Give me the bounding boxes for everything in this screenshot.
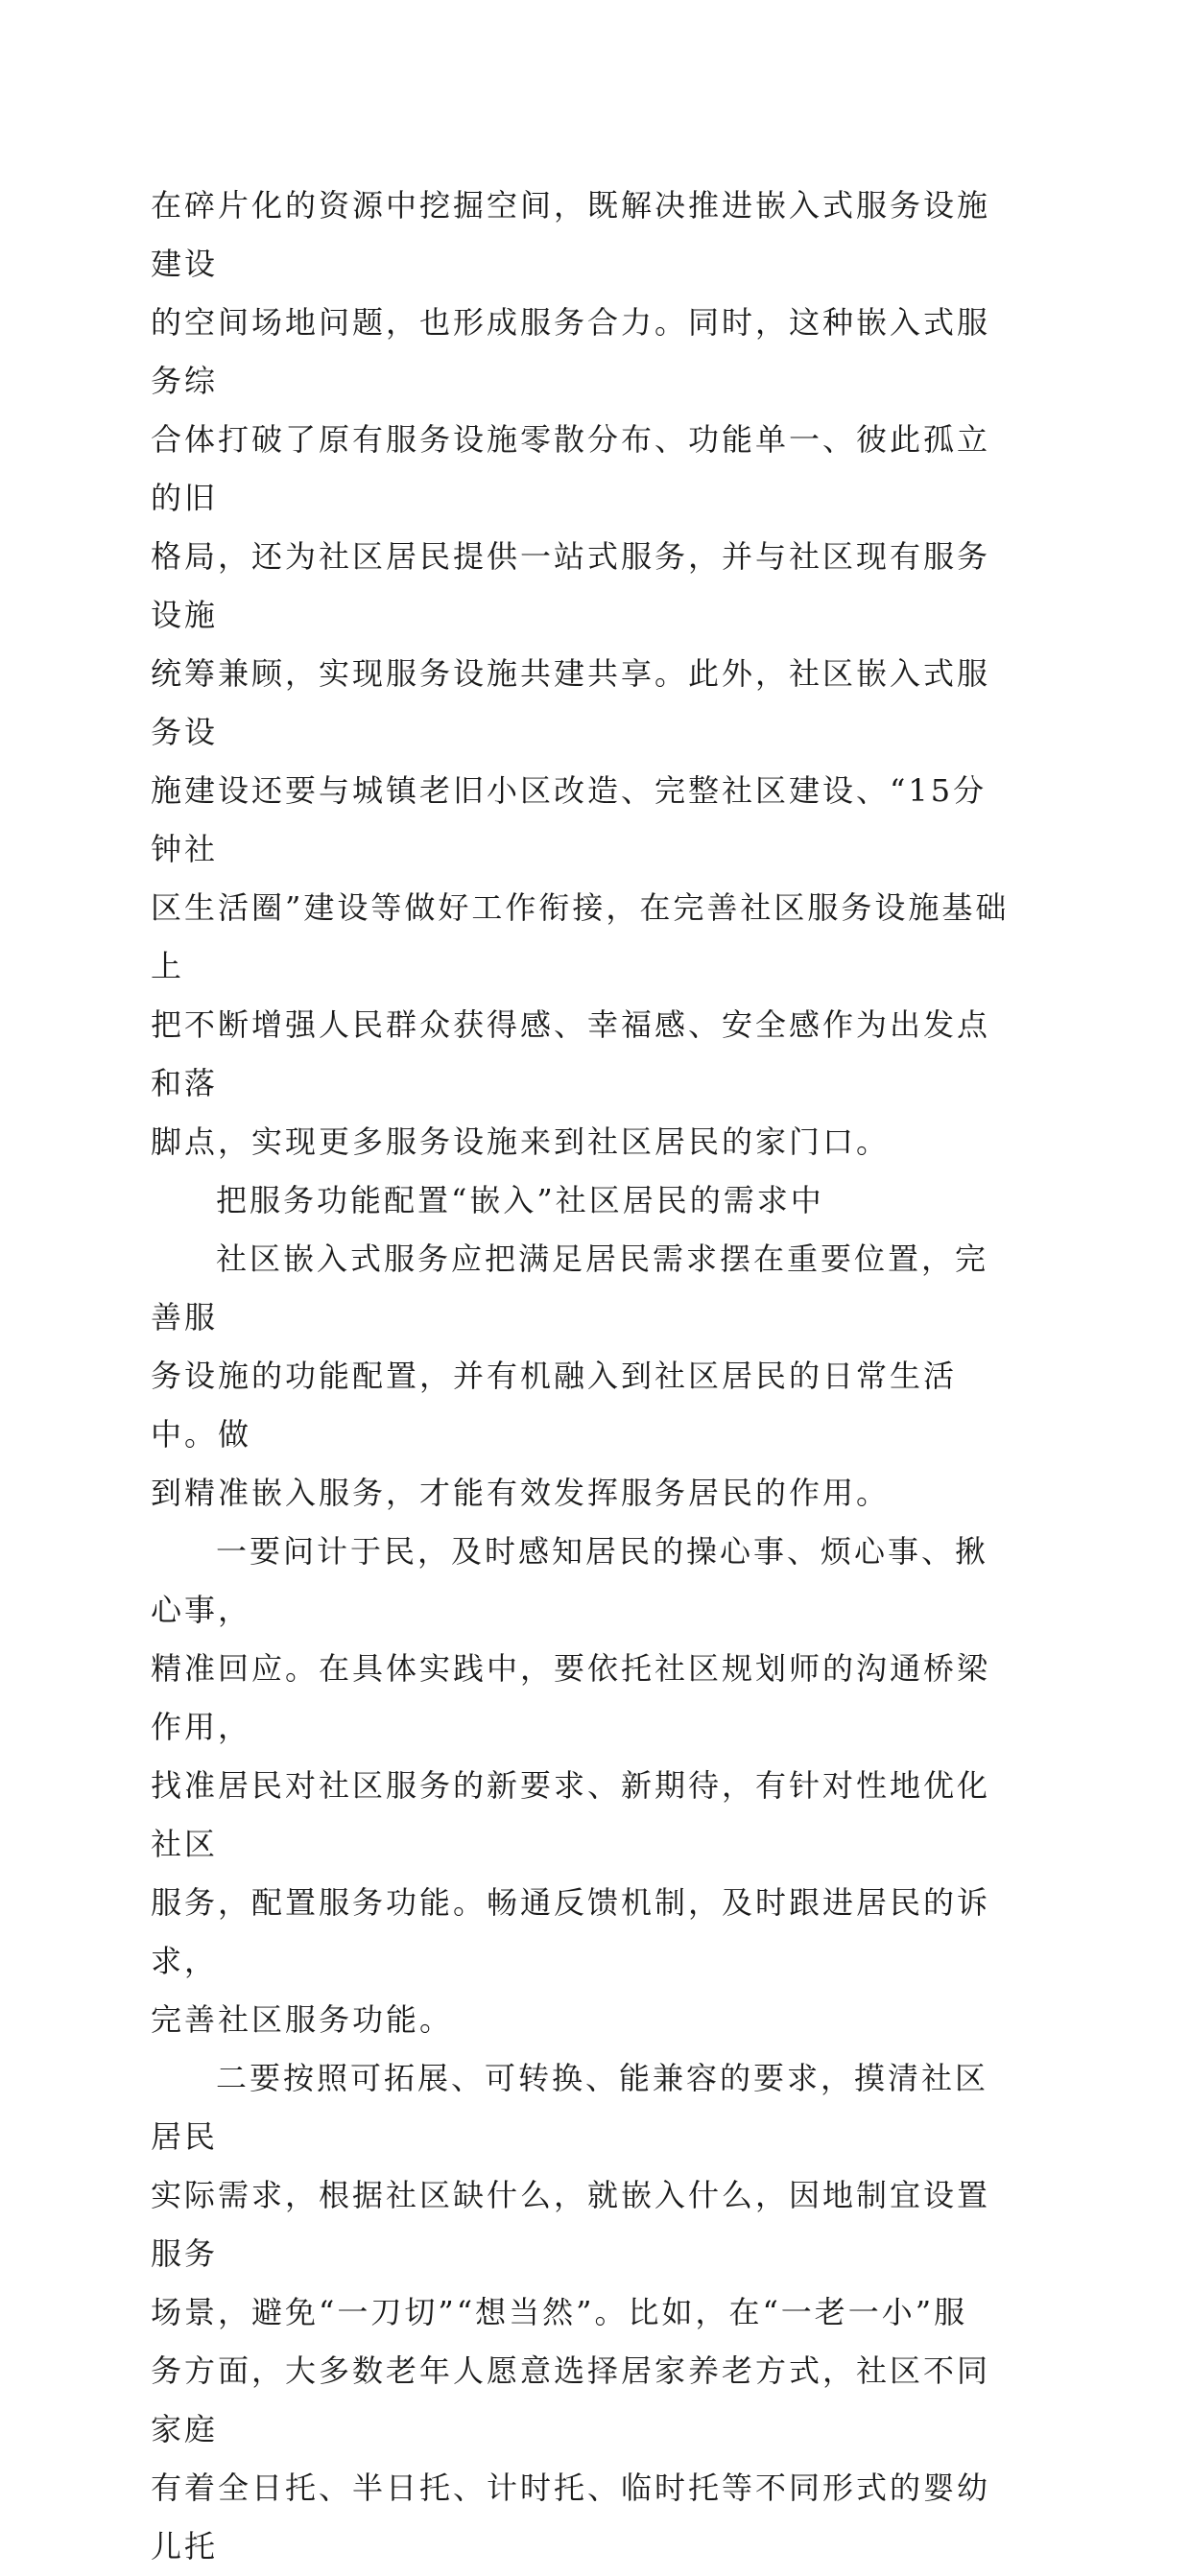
line: 把不断增强人民群众获得感、幸福感、安全感作为出发点和落 xyxy=(151,1006,991,1101)
document-body xyxy=(151,177,1014,2576)
line: 的空间场地问题，也形成服务合力。同时，这种嵌入式服务综 xyxy=(151,304,991,399)
paragraph-1 xyxy=(151,177,1014,1171)
line: 找准居民对社区服务的新要求、新期待，有针对性地优化社区 xyxy=(151,1767,991,1862)
line: 服务，配置服务功能。畅通反馈机制，及时跟进居民的诉求， xyxy=(151,1884,991,1979)
line: 脚点，实现更多服务设施来到社区居民的家门口。 xyxy=(151,1123,891,1160)
paragraph-5 xyxy=(151,2049,1014,2576)
line: 一要问计于民，及时感知居民的操心事、烦心事、揪心事， xyxy=(151,1533,989,1628)
line: 精准回应。在具体实践中，要依托社区规划师的沟通桥梁作用， xyxy=(151,1650,991,1745)
line: 格局，还为社区居民提供一站式服务，并与社区现有服务设施 xyxy=(151,538,991,633)
line: 区生活圈”建设等做好工作衔接，在完善社区服务设施基础上 xyxy=(151,889,1010,984)
line: 实际需求，根据社区缺什么，就嵌入什么，因地制宜设置服务 xyxy=(151,2177,991,2272)
line: 务设施的功能配置，并有机融入到社区居民的日常生活中。做 xyxy=(151,1358,958,1453)
line: 务方面，大多数老年人愿意选择居家养老方式，社区不同家庭 xyxy=(151,2352,991,2447)
line: 统筹兼顾，实现服务设施共建共享。此外，社区嵌入式服务设 xyxy=(151,655,991,750)
paragraph-3 xyxy=(151,1230,1014,1523)
section-heading xyxy=(151,1171,1014,1230)
line: 场景，避免“一刀切”“想当然”。比如，在“一老一小”服 xyxy=(151,2294,968,2330)
line: 在碎片化的资源中挖掘空间，既解决推进嵌入式服务设施建设 xyxy=(151,187,991,282)
line: 到精准嵌入服务，才能有效发挥服务居民的作用。 xyxy=(151,1475,891,1511)
line: 二要按照可拓展、可转换、能兼容的要求，摸清社区居民 xyxy=(151,2060,989,2155)
line: 社区嵌入式服务应把满足居民需求摆在重要位置，完善服 xyxy=(151,1241,989,1335)
line: 施建设还要与城镇老旧小区改造、完整社区建设、“15分钟社 xyxy=(151,772,988,867)
line: 把服务功能配置“嵌入”社区居民的需求中 xyxy=(216,1182,824,1218)
line: 合体打破了原有服务设施零散分布、功能单一、彼此孤立的旧 xyxy=(151,421,991,516)
line: 完善社区服务功能。 xyxy=(151,2001,454,2038)
line: 有着全日托、半日托、计时托、临时托等不同形式的婴幼儿托 xyxy=(151,2470,991,2564)
paragraph-4 xyxy=(151,1523,1014,2049)
